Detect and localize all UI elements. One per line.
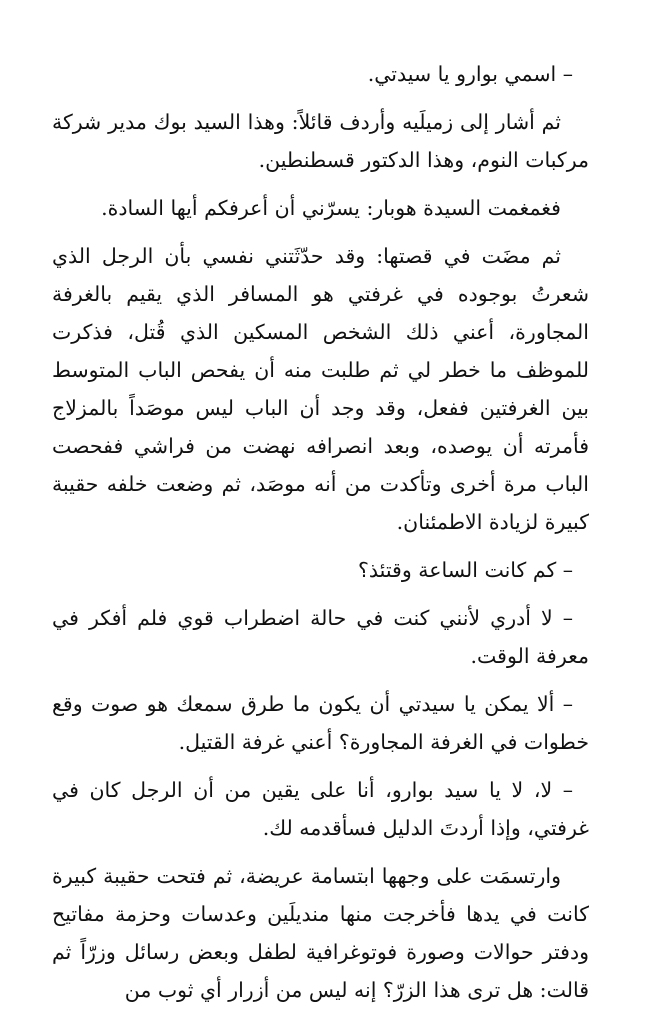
dialogue-paragraph: – اسمي بوارو يا سيدتي. <box>367 62 573 86</box>
book-page <box>52 55 589 1019</box>
body-paragraph: ثم أشار إلى زميلَيه وأردف قائلاً: وهذا السيد بوك مدير شركة مركبات النوم، وهذا الدكتور قسطنطين. <box>52 110 589 172</box>
body-paragraph: وارتسمَت على وجهها ابتسامة عريضة، ثم فتحت حقيبة كبيرة كانت في يدها فأخرجت منها منديلَين وعدسات وحزمة مفاتيح ودفتر حوالات وصورة فوتوغرافية لطفل وبعض رسائل وزرّاً ثم قالت: هل ترى هذا الزرّ؟ إنه ليس من أزرار أي ثوب من <box>52 864 589 1002</box>
dialogue-paragraph: – لا، لا يا سيد بوارو، أنا على يقين من أن الرجل كان في غرفتي، وإذا أردتَ الدليل فسأقدمه لك. <box>52 778 589 840</box>
dialogue-paragraph: – كم كانت الساعة وقتئذ؟ <box>358 558 573 582</box>
body-paragraph: فغمغمت السيدة هوبار: يسرّني أن أعرفكم أيها السادة. <box>101 196 561 220</box>
body-paragraph: ثم مضَت في قصتها: وقد حدّثَتني نفسي بأن الرجل الذي شعرتُ بوجوده في غرفتي هو المسافر الذي يقيم بالغرفة المجاورة، أعني ذلك الشخص المسكين الذي قُتل، فذكرت للموظف ما خطر لي ثم طلبت منه أن يفحص الباب المتوسط بين الغرفتين ففعل، وقد وجد أن الباب ليس موصَداً بالمزلاج فأمرته أن يوصده، وبعد انصرافه نهضت من فراشي ففحصت الباب مرة أخرى وتأكدت من أنه موصَد، ثم وضعت خلفه حقيبة كبيرة لزيادة الاطمئنان. <box>52 244 589 534</box>
dialogue-paragraph: – ألا يمكن يا سيدتي أن يكون ما طرق سمعك هو صوت وقع خطوات في الغرفة المجاورة؟ أعني غرفة القتيل. <box>52 692 589 754</box>
dialogue-paragraph: – لا أدري لأنني كنت في حالة اضطراب قوي فلم أفكر في معرفة الوقت. <box>52 606 589 668</box>
